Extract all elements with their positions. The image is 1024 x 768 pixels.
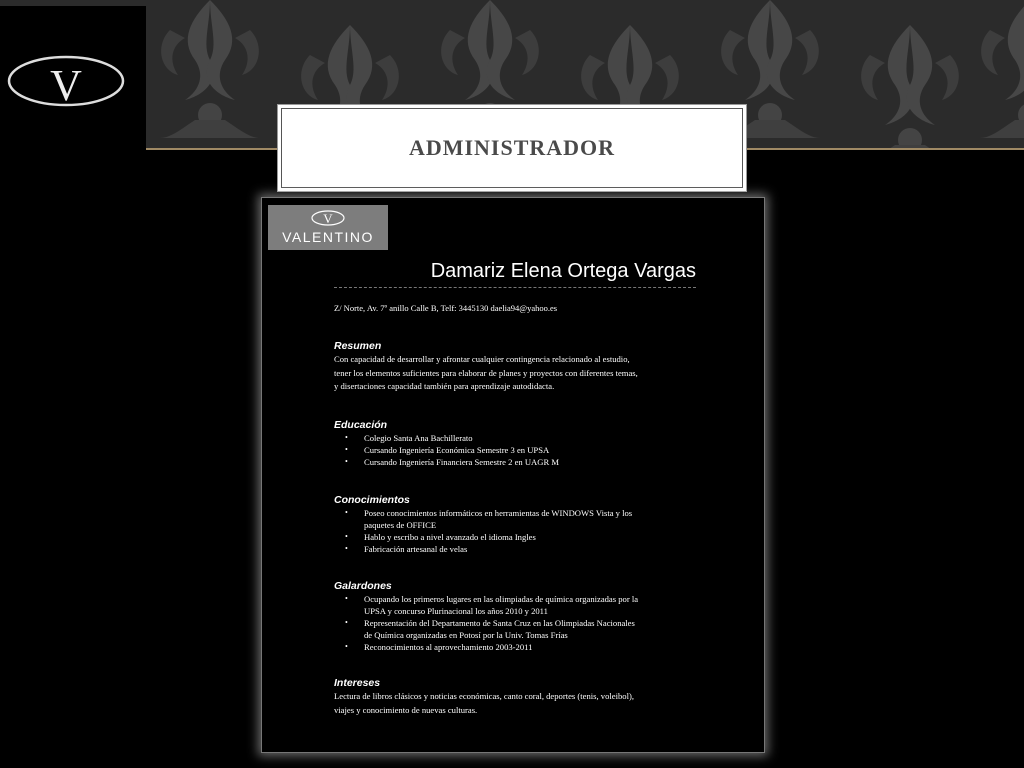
summary-heading: Resumen (334, 340, 382, 352)
valentino-logo-icon (0, 6, 146, 150)
name-divider (334, 287, 696, 288)
list-item: • Representación del Departamento de Santa Cruz en las Olimpiadas Nacionales de Química organizadas en Potosí por la Univ. Tomas Frías (345, 618, 635, 640)
resume-brand-logo (268, 205, 388, 250)
summary-line: Con capacidad de desarrollar y afrontar cualquier contingencia relacionado al estudio, (334, 354, 630, 364)
section-knowledge (334, 494, 706, 555)
awards-heading: Galardones (334, 580, 392, 592)
list-item: • Cursando Ingeniería Económica Semestre 3 en UPSA (345, 445, 550, 455)
svg-text:V: V (50, 61, 82, 110)
svg-text:V: V (323, 211, 333, 226)
title-box (277, 104, 747, 192)
slide-title: ADMINISTRADOR (408, 135, 616, 160)
list-item: • Fabricación artesanal de velas (345, 544, 468, 554)
education-heading: Educación (334, 419, 388, 431)
brand-emblem-icon (268, 206, 388, 230)
summary-line: tener los elementos suficientes para elaborar de planes y proyectos con diferentes temas, (334, 367, 638, 378)
interests-line: viajes y conocimiento de nuevas culturas. (334, 704, 478, 715)
section-awards (334, 580, 706, 653)
list-item: • Ocupando los primeros lugares en las olimpiadas de química organizadas por la UPSA y concurso Plurinacional los años 2010 y 2011 (345, 594, 639, 616)
knowledge-list (334, 507, 706, 555)
brand-name: VALENTINO (282, 229, 374, 245)
list-item: • Colegio Santa Ana Bachillerato (345, 433, 473, 443)
education-list (334, 432, 706, 468)
brand-logo (0, 6, 146, 150)
list-item: • Reconocimientos al aprovechamiento 2003-2011 (345, 642, 533, 652)
resume-document (261, 197, 765, 753)
summary-line: y disertaciones capacidad también para aprendizaje autodidacta. (334, 381, 555, 391)
list-item: • Hablo y escribo a nivel avanzado el idioma Ingles (345, 532, 536, 542)
contact-info: Z/ Norte, Av. 7º anillo Calle B, Telf: 3445130 daelia94@yahoo.es (334, 303, 558, 313)
awards-list (334, 593, 706, 653)
section-education (334, 419, 706, 468)
list-item: • Poseo conocimientos informáticos en herramientas de WINDOWS Vista y los paquetes de OFFICE (345, 508, 633, 530)
section-summary (334, 340, 706, 394)
section-interests (334, 677, 706, 717)
list-item: • Cursando Ingeniería Financiera Semestre 2 en UAGR M (345, 457, 559, 467)
resume-name: Damariz Elena Ortega Vargas (430, 260, 696, 282)
interests-heading: Intereses (334, 677, 381, 689)
knowledge-heading: Conocimientos (334, 494, 410, 506)
interests-line: Lectura de libros clásicos y noticias económicas, canto coral, deportes (tenis, voleibol), (334, 691, 634, 701)
